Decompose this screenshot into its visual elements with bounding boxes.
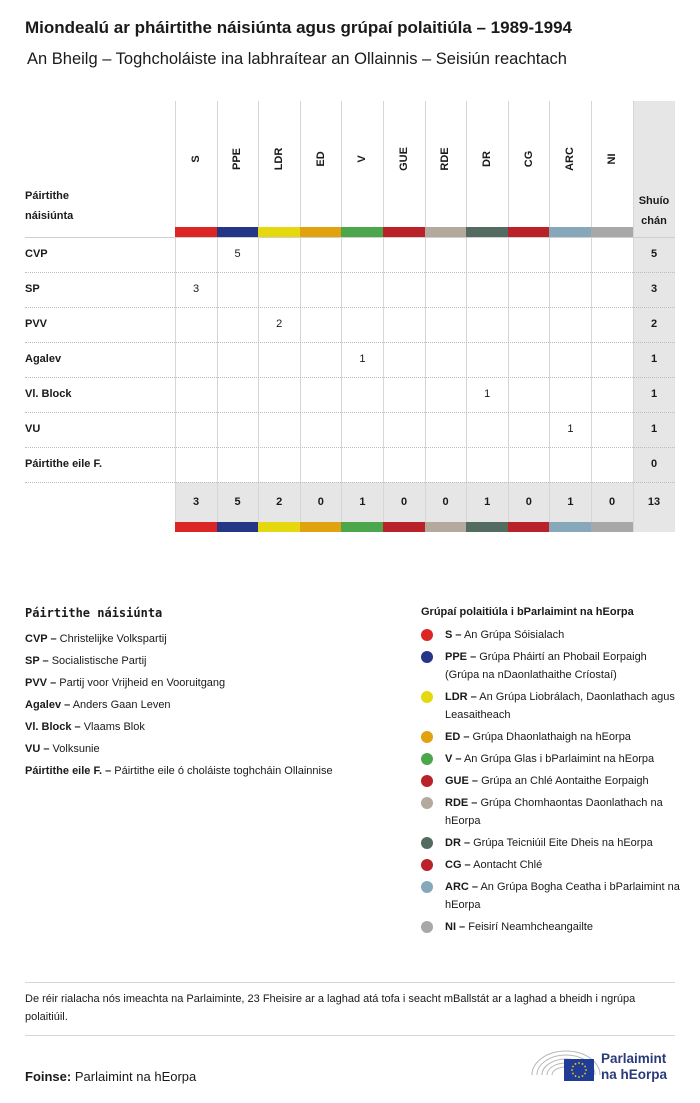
national-party-legend-item	[25, 650, 405, 672]
star-icon	[584, 1066, 586, 1068]
political-group-legend-item	[421, 878, 683, 914]
group-color-bar	[175, 522, 217, 532]
political-group-legend-item	[421, 856, 683, 874]
group-color-bar	[383, 227, 425, 237]
group-color-bar	[508, 227, 550, 237]
group-code: CG –	[445, 859, 471, 871]
star-icon	[585, 1069, 587, 1071]
group-color-bar	[466, 522, 508, 532]
star-icon	[584, 1073, 586, 1075]
group-header-s	[175, 101, 217, 237]
group-header-dr	[466, 101, 508, 237]
logo-line-1: Parlaimint	[601, 1051, 667, 1066]
column-total-cell: 2	[276, 496, 283, 508]
group-full-name: Grúpa Chomhaontas Daonlathach na hEorpa	[445, 797, 663, 827]
party-full-name: Volksunie	[52, 743, 100, 755]
group-color-dot	[421, 691, 433, 703]
national-party-legend-item	[25, 628, 405, 650]
group-header-arc	[549, 101, 591, 237]
parliament-logo-text	[601, 1051, 667, 1083]
logo-line-2: na hEorpa	[601, 1067, 668, 1082]
group-header-ppe	[217, 101, 259, 237]
group-color-bar	[217, 227, 259, 237]
national-party-legend-item	[25, 672, 405, 694]
star-icon	[582, 1075, 584, 1077]
party-full-name: Christelijke Volkspartij	[59, 633, 167, 645]
party-full-name: Anders Gaan Leven	[72, 699, 171, 711]
group-code-label: CG	[522, 150, 535, 168]
group-color-bar	[383, 522, 425, 532]
political-groups-legend	[421, 606, 683, 940]
group-color-dot	[421, 921, 433, 933]
political-group-legend-item	[421, 772, 683, 790]
group-header-gue	[383, 101, 425, 237]
group-color-dot	[421, 753, 433, 765]
group-full-name: An Grúpa Liobrálach, Daonlathach agus Leasaitheach	[445, 691, 675, 721]
page-title: Miondealú ar pháirtithe náisiúnta agus grúpaí polaitiúla – 1989-1994	[25, 18, 572, 37]
group-code: GUE –	[445, 775, 479, 787]
party-code: SP –	[25, 655, 49, 667]
group-color-bar	[425, 522, 467, 532]
group-color-dot	[421, 629, 433, 641]
party-name: CVP	[25, 248, 48, 260]
national-party-legend-item	[25, 694, 405, 716]
party-name: Agalev	[25, 353, 62, 365]
seat-count-cell: 1	[567, 423, 574, 435]
group-code-label: S	[189, 155, 202, 163]
column-total-cell: 0	[400, 496, 408, 508]
group-header-rde	[425, 101, 467, 237]
group-color-bar	[508, 522, 550, 532]
star-icon	[582, 1063, 584, 1065]
column-total-cell: 0	[317, 496, 324, 508]
group-code-label: DR	[480, 151, 493, 167]
party-full-name: Páirtithe eile ó choláiste toghcháin Ollainnise	[114, 765, 333, 777]
table-row	[25, 377, 675, 412]
group-header-v	[341, 101, 383, 237]
group-header-ldr	[258, 101, 300, 237]
table-row	[25, 272, 675, 307]
star-icon	[575, 1075, 577, 1077]
column-total-cell: 1	[359, 496, 366, 508]
divider	[25, 1035, 675, 1036]
group-code: V –	[445, 753, 462, 765]
source-value: Parlaimint na hEorpa	[74, 1069, 197, 1084]
group-code: ED –	[445, 731, 470, 743]
group-color-bar	[591, 227, 633, 237]
party-header-line-1: Páirtithe	[25, 190, 70, 202]
row-total-cell: 2	[650, 318, 658, 330]
group-color-bar	[341, 522, 383, 532]
group-full-name: Grúpa Pháirtí an Phobail Eorpaigh (Grúpa na nDaonlathaithe Críostaí)	[445, 651, 647, 681]
star-icon	[578, 1062, 580, 1064]
group-color-bar	[300, 227, 342, 237]
row-total-cell: 1	[650, 388, 658, 400]
group-code-label: NI	[605, 153, 618, 165]
table-row	[25, 307, 675, 342]
party-name: VU	[25, 423, 41, 435]
column-total-cell: 0	[525, 496, 532, 508]
table-row	[25, 447, 675, 482]
party-full-name: Vlaams Blok	[83, 721, 145, 733]
row-total-cell: 0	[650, 458, 658, 470]
group-code-label: PPE	[231, 147, 244, 171]
seat-count-cell: 5	[234, 248, 241, 260]
party-code: PVV –	[25, 677, 57, 689]
group-color-bar	[591, 522, 633, 532]
group-color-dot	[421, 731, 433, 743]
group-code: ARC –	[445, 881, 479, 893]
group-header-cg	[508, 101, 550, 237]
group-full-name: Grúpa an Chlé Aontaithe Eorpaigh	[481, 775, 649, 787]
star-icon	[571, 1069, 573, 1071]
party-name: Vl. Block	[25, 388, 72, 400]
group-code-label: LDR	[272, 147, 285, 171]
star-icon	[575, 1063, 577, 1065]
group-code-label: ARC	[564, 147, 577, 171]
party-code: CVP –	[25, 633, 57, 645]
seat-count-cell: 1	[484, 388, 491, 400]
seats-header-line-1: Shuío	[638, 195, 670, 207]
group-full-name: An Grúpa Glas i bParlaimint na hEorpa	[463, 753, 655, 765]
national-parties-legend-title: Páirtithe náisiúnta	[25, 606, 163, 620]
group-color-bar	[466, 227, 508, 237]
group-color-bar	[258, 522, 300, 532]
star-icon	[572, 1073, 574, 1075]
national-parties-legend	[25, 606, 405, 782]
group-code-label: ED	[314, 151, 327, 167]
group-full-name: Grúpa Teicniúil Eite Dheis na hEorpa	[473, 837, 653, 849]
party-code: Páirtithe eile F. –	[25, 765, 112, 777]
group-code: S –	[445, 629, 462, 641]
seat-count-cell: 2	[276, 318, 283, 330]
grand-total-cell: 13	[647, 496, 661, 508]
group-full-name: Grúpa Dhaonlathaigh na hEorpa	[472, 731, 631, 743]
political-group-legend-item	[421, 794, 683, 830]
seat-count-cell: 1	[359, 353, 366, 365]
group-color-bar	[217, 522, 259, 532]
group-color-dot	[421, 881, 433, 893]
group-color-dot	[421, 797, 433, 809]
group-code-label: RDE	[439, 147, 452, 171]
group-full-name: An Grúpa Sóisialach	[463, 629, 565, 641]
group-color-bar	[425, 227, 467, 237]
national-party-legend-item	[25, 738, 405, 760]
row-total-cell: 3	[650, 283, 658, 295]
group-color-bar	[549, 227, 591, 237]
footnote: De réir rialacha nós imeachta na Parlaiminte, 23 Fheisire ar a laghad atá tofa i seacht mBallstát ar a laghad a bheidh i ngrúpa polaitiúil.	[25, 993, 636, 1023]
national-party-legend-item	[25, 716, 405, 738]
party-full-name: Socialistische Partij	[51, 655, 147, 667]
party-name: SP	[25, 283, 40, 295]
column-total-cell: 1	[567, 496, 574, 508]
group-color-dot	[421, 837, 433, 849]
political-group-legend-item	[421, 626, 683, 644]
party-full-name: Partij voor Vrijheid en Vooruitgang	[59, 677, 226, 689]
group-color-dot	[421, 775, 433, 787]
party-code: VU –	[25, 743, 50, 755]
national-party-legend-item	[25, 760, 405, 782]
group-color-bar	[175, 227, 217, 237]
row-total-cell: 1	[650, 353, 658, 365]
political-group-legend-item	[421, 918, 683, 936]
group-color-bar	[549, 522, 591, 532]
party-code: Agalev –	[25, 699, 71, 711]
source-label: Foinse:	[25, 1069, 72, 1084]
column-total-cell: 5	[234, 496, 241, 508]
group-code: LDR –	[445, 691, 477, 703]
page-subtitle: An Bheilg – Toghcholáiste ina labhraítear an Ollainnis – Seisiún reachtach	[27, 50, 567, 68]
party-name: PVV	[25, 318, 48, 330]
group-color-bar	[258, 227, 300, 237]
star-icon	[572, 1066, 574, 1068]
political-group-legend-item	[421, 834, 683, 852]
party-name: Páirtithe eile F.	[25, 458, 103, 470]
column-total-cell: 3	[192, 496, 200, 508]
group-color-dot	[421, 859, 433, 871]
row-total-cell: 5	[650, 248, 658, 260]
political-group-legend-item	[421, 648, 683, 684]
political-group-legend-item	[421, 688, 683, 724]
group-full-name: Feisirí Neamhcheangailte	[468, 921, 593, 933]
group-full-name: Aontacht Chlé	[473, 859, 543, 871]
column-total-cell: 0	[442, 496, 449, 508]
group-header-ed	[300, 101, 342, 237]
column-total-cell: 0	[608, 496, 616, 508]
column-total-cell: 1	[484, 496, 491, 508]
group-code-label: GUE	[397, 147, 410, 171]
star-icon	[578, 1076, 580, 1078]
group-code: RDE –	[445, 797, 478, 809]
political-group-legend-item	[421, 750, 683, 768]
group-color-bar	[341, 227, 383, 237]
group-color-bar	[300, 522, 342, 532]
seats-column-header	[633, 191, 675, 231]
political-group-legend-item	[421, 728, 683, 746]
group-full-name: An Grúpa Bogha Ceatha i bParlaimint na hEorpa	[445, 881, 680, 911]
group-color-dot	[421, 651, 433, 663]
source-line	[25, 1069, 196, 1084]
group-code-label: V	[356, 155, 369, 163]
party-column-header	[25, 186, 73, 226]
seat-count-cell: 3	[192, 283, 200, 295]
row-total-cell: 1	[650, 423, 658, 435]
seats-header-line-2: chán	[641, 215, 667, 227]
political-groups-legend-title: Grúpaí polaitiúla i bParlaimint na hEorpa	[421, 606, 634, 618]
group-code: DR –	[445, 837, 471, 849]
table-row	[25, 237, 675, 272]
group-code: NI –	[445, 921, 466, 933]
party-code: Vl. Block –	[25, 721, 81, 733]
party-header-line-2: náisiúnta	[25, 210, 74, 222]
group-code: PPE –	[445, 651, 477, 663]
group-header-ni	[591, 101, 633, 237]
divider	[25, 982, 675, 983]
